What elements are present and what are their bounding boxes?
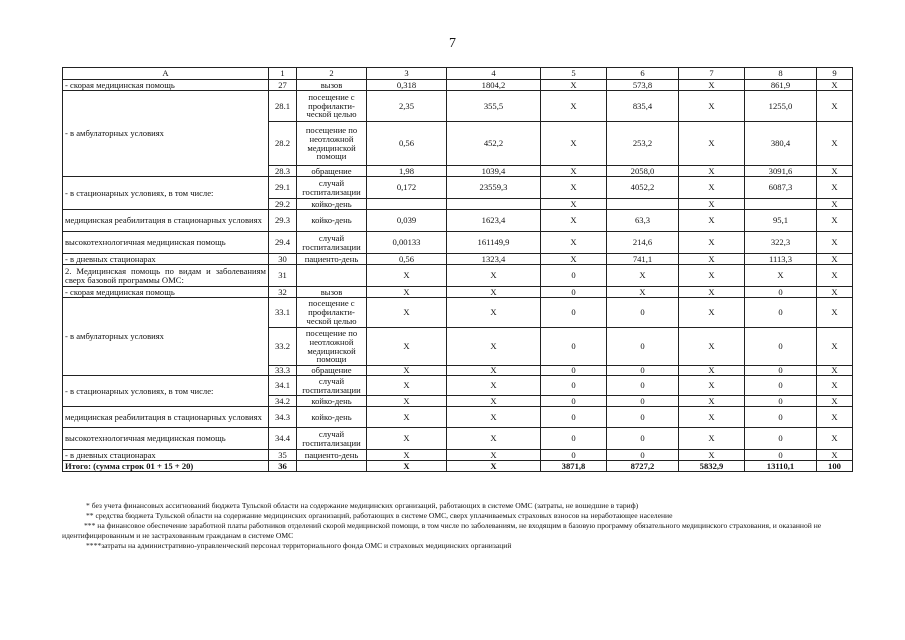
value-cell: Х <box>447 461 541 472</box>
value-cell: 0 <box>541 298 607 328</box>
row-label: - в амбулаторных условиях <box>63 91 269 177</box>
value-cell: Х <box>679 232 745 254</box>
table-row <box>63 265 853 287</box>
value-cell: 13110,1 <box>745 461 817 472</box>
value-cell: Х <box>745 265 817 287</box>
row-code: 29.3 <box>269 210 297 232</box>
row-code: 27 <box>269 80 297 91</box>
value-cell <box>607 199 679 210</box>
value-cell: 253,2 <box>607 122 679 166</box>
row-label: - в амбулаторных условиях <box>63 298 269 376</box>
value-cell: 0 <box>541 366 607 376</box>
row-code: 35 <box>269 450 297 461</box>
value-cell: 355,5 <box>447 91 541 122</box>
value-cell: Х <box>541 254 607 265</box>
value-cell: Х <box>367 450 447 461</box>
value-cell: Х <box>367 428 447 450</box>
unit-cell: посещение по неотложной медицинской помощи <box>297 328 367 366</box>
row-code: 33.2 <box>269 328 297 366</box>
value-cell: Х <box>817 328 853 366</box>
value-cell: Х <box>541 210 607 232</box>
row-code: 28.2 <box>269 122 297 166</box>
row-code: 30 <box>269 254 297 265</box>
value-cell: 0,172 <box>367 177 447 199</box>
value-cell: 0 <box>607 366 679 376</box>
value-cell: 1039,4 <box>447 166 541 177</box>
value-cell: Х <box>679 166 745 177</box>
value-cell: Х <box>447 287 541 298</box>
header-cell: 8 <box>745 68 817 80</box>
value-cell: Х <box>817 298 853 328</box>
row-code: 34.1 <box>269 376 297 396</box>
row-label: высокотехнологичная медицинская помощь <box>63 232 269 254</box>
table-row <box>63 80 853 91</box>
value-cell: 0 <box>607 450 679 461</box>
value-cell: Х <box>447 265 541 287</box>
value-cell: Х <box>367 287 447 298</box>
header-cell: 7 <box>679 68 745 80</box>
value-cell: Х <box>817 428 853 450</box>
row-code: 29.2 <box>269 199 297 210</box>
unit-cell: койко-день <box>297 407 367 428</box>
value-cell <box>447 199 541 210</box>
value-cell: Х <box>367 396 447 407</box>
value-cell: Х <box>447 396 541 407</box>
value-cell: Х <box>447 407 541 428</box>
value-cell: Х <box>817 210 853 232</box>
value-cell: 380,4 <box>745 122 817 166</box>
value-cell: Х <box>367 407 447 428</box>
value-cell: 0 <box>745 366 817 376</box>
value-cell: Х <box>817 366 853 376</box>
value-cell: Х <box>679 254 745 265</box>
value-cell: 0 <box>607 407 679 428</box>
row-code: 34.4 <box>269 428 297 450</box>
table-row <box>63 287 853 298</box>
value-cell: Х <box>817 254 853 265</box>
value-cell: 0 <box>745 407 817 428</box>
value-cell: 0 <box>745 428 817 450</box>
value-cell: 0,00133 <box>367 232 447 254</box>
value-cell: 3871,8 <box>541 461 607 472</box>
row-label: 2. Медицинская помощь по видам и заболеваниям сверх базовой программы ОМС: <box>63 265 269 287</box>
value-cell: 4052,2 <box>607 177 679 199</box>
value-cell: Х <box>541 177 607 199</box>
value-cell: Х <box>679 287 745 298</box>
footnote: *** на финансовое обеспечение заработной платы работников отделений скорой медицинской помощи, в том числе по заболеваниям, не входящим в базовую программу обязательного медицинского страхования, и оказанной не идентифицированным и не застрахованным гражданам в системе ОМС <box>62 521 822 540</box>
unit-cell: случай госпитализации <box>297 376 367 396</box>
value-cell: 1255,0 <box>745 91 817 122</box>
unit-cell: посещение с профилакти-ческой целью <box>297 91 367 122</box>
page-number: 7 <box>449 36 456 51</box>
value-cell: Х <box>447 450 541 461</box>
unit-cell: случай госпитализации <box>297 177 367 199</box>
table-row <box>63 210 853 232</box>
value-cell: Х <box>541 122 607 166</box>
unit-cell: вызов <box>297 80 367 91</box>
value-cell: 2,35 <box>367 91 447 122</box>
unit-cell: обращение <box>297 366 367 376</box>
value-cell: Х <box>367 461 447 472</box>
value-cell: Х <box>817 177 853 199</box>
value-cell: Х <box>679 450 745 461</box>
table-row <box>63 407 853 428</box>
row-code: 29.1 <box>269 177 297 199</box>
value-cell: 0 <box>541 407 607 428</box>
value-cell: Х <box>679 376 745 396</box>
value-cell: 0 <box>607 298 679 328</box>
value-cell: 2058,0 <box>607 166 679 177</box>
value-cell: 23559,3 <box>447 177 541 199</box>
value-cell: 0 <box>607 396 679 407</box>
value-cell <box>745 199 817 210</box>
value-cell: 741,1 <box>607 254 679 265</box>
value-cell: 322,3 <box>745 232 817 254</box>
header-cell: 2 <box>297 68 367 80</box>
value-cell: Х <box>679 210 745 232</box>
value-cell: 0 <box>607 428 679 450</box>
value-cell: Х <box>607 265 679 287</box>
row-label: медицинская реабилитация в стационарных условиях <box>63 210 269 232</box>
value-cell: 0,039 <box>367 210 447 232</box>
value-cell: Х <box>817 376 853 396</box>
row-label: - скорая медицинская помощь <box>63 287 269 298</box>
value-cell: 0 <box>541 396 607 407</box>
value-cell: Х <box>817 396 853 407</box>
value-cell: Х <box>367 328 447 366</box>
value-cell: Х <box>679 199 745 210</box>
value-cell: Х <box>817 265 853 287</box>
value-cell: Х <box>679 328 745 366</box>
value-cell: Х <box>817 450 853 461</box>
value-cell: Х <box>679 428 745 450</box>
value-cell: 1,98 <box>367 166 447 177</box>
value-cell: 0 <box>745 298 817 328</box>
table-row <box>63 450 853 461</box>
value-cell: 0 <box>745 376 817 396</box>
value-cell: 1323,4 <box>447 254 541 265</box>
value-cell: 0,56 <box>367 254 447 265</box>
unit-cell: койко-день <box>297 199 367 210</box>
value-cell: Х <box>447 428 541 450</box>
row-label: - в стационарных условиях, в том числе: <box>63 376 269 407</box>
value-cell: Х <box>817 166 853 177</box>
value-cell: Х <box>679 396 745 407</box>
unit-cell: койко-день <box>297 396 367 407</box>
table-row <box>63 177 853 199</box>
value-cell: 1113,3 <box>745 254 817 265</box>
table-row <box>63 254 853 265</box>
value-cell: Х <box>817 80 853 91</box>
row-label: - в стационарных условиях, в том числе: <box>63 177 269 210</box>
value-cell: Х <box>541 91 607 122</box>
value-cell: 0 <box>541 376 607 396</box>
unit-cell: пациенто-день <box>297 254 367 265</box>
table-row <box>63 232 853 254</box>
value-cell: 0 <box>745 450 817 461</box>
unit-cell: случай госпитализации <box>297 428 367 450</box>
value-cell: 0,318 <box>367 80 447 91</box>
header-cell: 6 <box>607 68 679 80</box>
value-cell: Х <box>367 366 447 376</box>
value-cell: 573,8 <box>607 80 679 91</box>
value-cell: 161149,9 <box>447 232 541 254</box>
value-cell: 0 <box>745 287 817 298</box>
value-cell: 861,9 <box>745 80 817 91</box>
total-row <box>63 461 853 472</box>
unit-cell <box>297 461 367 472</box>
row-code: 33.1 <box>269 298 297 328</box>
unit-cell: койко-день <box>297 210 367 232</box>
header-cell: 3 <box>367 68 447 80</box>
value-cell: Х <box>447 376 541 396</box>
value-cell: Х <box>679 122 745 166</box>
value-cell: 0 <box>541 328 607 366</box>
value-cell: 100 <box>817 461 853 472</box>
value-cell: 6087,3 <box>745 177 817 199</box>
footnotes <box>62 501 852 551</box>
table-row <box>63 376 853 396</box>
value-cell: Х <box>817 199 853 210</box>
header-cell: 5 <box>541 68 607 80</box>
row-code: 34.3 <box>269 407 297 428</box>
value-cell: Х <box>679 80 745 91</box>
row-code: 36 <box>269 461 297 472</box>
table-row <box>63 298 853 328</box>
unit-cell: посещение с профилакти-ческой целью <box>297 298 367 328</box>
value-cell: Х <box>447 298 541 328</box>
value-cell: Х <box>679 407 745 428</box>
value-cell: 0 <box>607 328 679 366</box>
row-code: 34.2 <box>269 396 297 407</box>
value-cell: 0 <box>541 450 607 461</box>
row-code: 29.4 <box>269 232 297 254</box>
value-cell: 214,6 <box>607 232 679 254</box>
row-code: 28.1 <box>269 91 297 122</box>
value-cell: Х <box>541 232 607 254</box>
unit-cell: вызов <box>297 287 367 298</box>
footnote: ** средства бюджета Тульской области на содержание медицинских организаций, работающих в системе ОМС, сверх уплачиваемых страховых взносов на неработающее население <box>86 511 673 520</box>
value-cell: Х <box>367 376 447 396</box>
table-row <box>63 428 853 450</box>
value-cell: Х <box>447 366 541 376</box>
value-cell: 5832,9 <box>679 461 745 472</box>
value-cell: Х <box>367 265 447 287</box>
row-label: - в дневных стационарах <box>63 254 269 265</box>
unit-cell: пациенто-день <box>297 450 367 461</box>
value-cell: Х <box>817 122 853 166</box>
footnote: ****затраты на административно-управленческий персонал территориального фонда ОМС и страховых медицинских организаций <box>86 541 512 550</box>
row-label: Итого: (сумма строк 01 + 15 + 20) <box>63 461 269 472</box>
value-cell: 0,56 <box>367 122 447 166</box>
value-cell: Х <box>679 265 745 287</box>
value-cell: 835,4 <box>607 91 679 122</box>
unit-cell: обращение <box>297 166 367 177</box>
row-code: 31 <box>269 265 297 287</box>
header-cell: A <box>63 68 269 80</box>
value-cell: Х <box>607 287 679 298</box>
value-cell: Х <box>679 91 745 122</box>
unit-cell: случай госпитализации <box>297 232 367 254</box>
value-cell: Х <box>679 177 745 199</box>
table-row <box>63 91 853 122</box>
value-cell: 1623,4 <box>447 210 541 232</box>
header-cell: 1 <box>269 68 297 80</box>
row-label: высокотехнологичная медицинская помощь <box>63 428 269 450</box>
row-code: 33.3 <box>269 366 297 376</box>
header-row <box>63 68 853 80</box>
value-cell: Х <box>817 287 853 298</box>
row-label: - в дневных стационарах <box>63 450 269 461</box>
unit-cell: посещение по неотложной медицинской помощи <box>297 122 367 166</box>
unit-cell <box>297 265 367 287</box>
row-label: медицинская реабилитация в стационарных условиях <box>63 407 269 428</box>
value-cell: 0 <box>745 328 817 366</box>
value-cell: 0 <box>541 428 607 450</box>
value-cell: 63,3 <box>607 210 679 232</box>
value-cell: 95,1 <box>745 210 817 232</box>
value-cell: Х <box>541 199 607 210</box>
row-code: 28.3 <box>269 166 297 177</box>
value-cell: 1804,2 <box>447 80 541 91</box>
value-cell: Х <box>817 407 853 428</box>
value-cell: Х <box>679 366 745 376</box>
value-cell: Х <box>817 91 853 122</box>
value-cell: Х <box>541 166 607 177</box>
value-cell: 0 <box>541 265 607 287</box>
tariff-table <box>62 67 853 472</box>
value-cell <box>367 199 447 210</box>
row-label: - скорая медицинская помощь <box>63 80 269 91</box>
value-cell: 3091,6 <box>745 166 817 177</box>
value-cell: Х <box>447 328 541 366</box>
value-cell: 0 <box>541 287 607 298</box>
value-cell: 0 <box>607 376 679 396</box>
footnote: * без учета финансовых ассигнований бюджета Тульской области на содержание медицинских организаций, работающих в системе ОМС (затраты, не вошедшие в тариф) <box>86 501 639 510</box>
row-code: 32 <box>269 287 297 298</box>
value-cell: 8727,2 <box>607 461 679 472</box>
value-cell: Х <box>541 80 607 91</box>
value-cell: 0 <box>745 396 817 407</box>
value-cell: Х <box>367 298 447 328</box>
header-cell: 4 <box>447 68 541 80</box>
header-cell: 9 <box>817 68 853 80</box>
value-cell: Х <box>817 232 853 254</box>
value-cell: Х <box>679 298 745 328</box>
value-cell: 452,2 <box>447 122 541 166</box>
